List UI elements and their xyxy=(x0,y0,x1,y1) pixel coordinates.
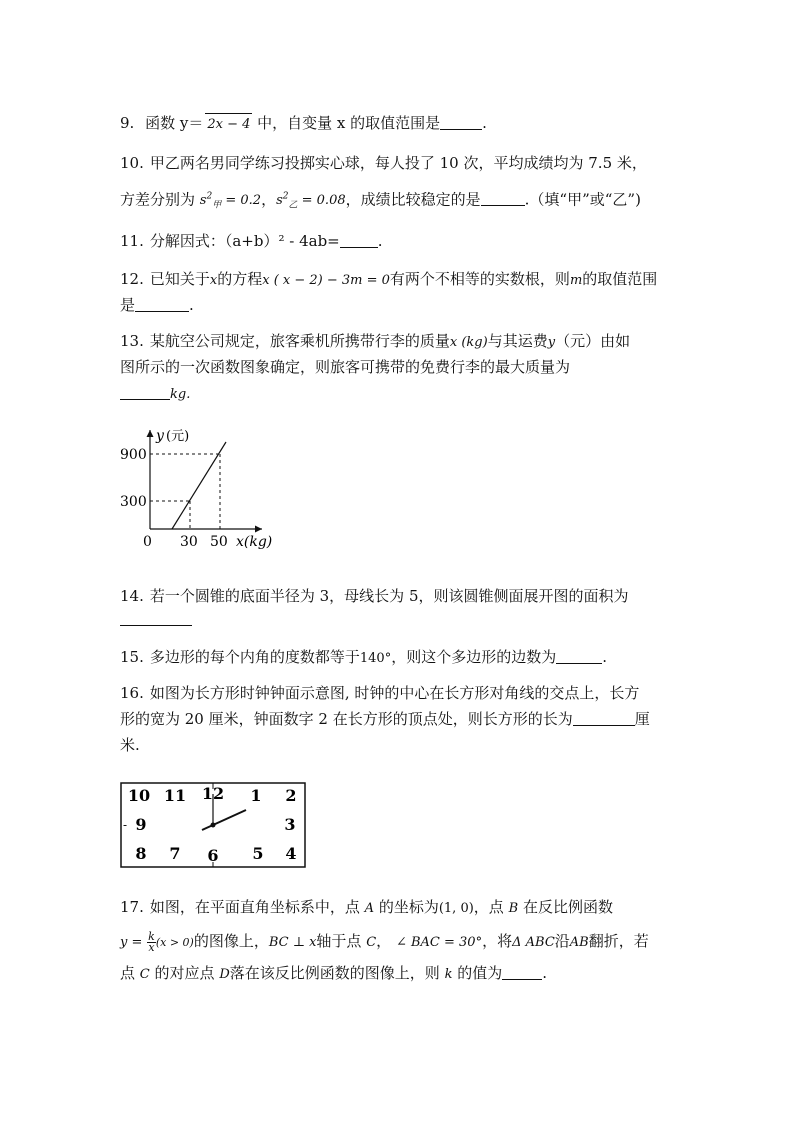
variance-yi: $s^2_乙 = 0.08$ xyxy=(276,192,346,211)
y-axis-label-var: y xyxy=(156,428,164,444)
question-10-line-1 xyxy=(120,152,647,174)
answer-blank[interactable] xyxy=(440,113,482,130)
question-16-line-1 xyxy=(120,682,639,704)
question-number: 13. xyxy=(120,332,144,350)
question-text: 点 xyxy=(120,964,136,982)
question-number: 16. xyxy=(120,684,144,702)
answer-blank[interactable] xyxy=(556,647,602,664)
function-line xyxy=(172,442,226,529)
question-text: （元）由如 xyxy=(555,332,631,350)
question-9 xyxy=(120,112,487,136)
question-text: .（填“甲”或“乙”) xyxy=(524,190,641,209)
question-text: ，成绩比较稳定的是 xyxy=(345,190,481,209)
question-text: 多边形的每个内角的度数都等于 xyxy=(149,648,360,666)
perpendicular-statement: BC ⊥ x xyxy=(268,935,317,950)
domain-condition: (x > 0) xyxy=(155,936,194,949)
question-number: 9. xyxy=(120,114,135,132)
point-d: D xyxy=(219,967,230,982)
question-text: 轴于点 xyxy=(316,932,362,950)
clock-number-1: 1 xyxy=(250,786,262,805)
question-13-line-1 xyxy=(120,330,630,354)
question-text: 的图像上， xyxy=(193,932,269,950)
point-a: A xyxy=(364,901,375,916)
function-y: y = xyxy=(120,935,143,950)
punctuation: . xyxy=(377,232,383,250)
question-14-line-1 xyxy=(120,585,629,607)
question-text: 的值为 xyxy=(457,964,503,982)
variance-jia: $s^2_甲 = 0.2$ xyxy=(199,192,262,211)
question-text: ，点 xyxy=(473,898,504,916)
clock-number-4: 4 xyxy=(285,844,297,863)
question-number: 17. xyxy=(120,898,144,916)
punctuation: ， xyxy=(376,932,392,950)
freight-graph xyxy=(112,420,282,560)
question-number: 10. xyxy=(120,154,144,172)
variable-m: m xyxy=(569,273,583,288)
question-16-line-2 xyxy=(120,708,650,730)
coordinate-a: (1, 0) xyxy=(438,901,474,916)
tick-mark-9: - xyxy=(123,818,128,832)
question-text: 有两个不相等的实数根，则 xyxy=(389,270,570,288)
question-16-line-3 xyxy=(120,734,140,756)
x-tick-30: 30 xyxy=(180,534,198,550)
clock-number-3: 3 xyxy=(284,815,296,834)
x-axis-label: x(kg) xyxy=(236,534,273,550)
answer-blank[interactable] xyxy=(120,609,192,626)
angle-value: 140° xyxy=(359,651,392,666)
question-12-line-1 xyxy=(120,268,657,292)
question-text: 在反比例函数 xyxy=(522,898,613,916)
question-text: 厘 xyxy=(634,710,650,728)
clock-number-7: 7 xyxy=(169,844,181,863)
question-text: 甲乙两名男同学练习投掷实心球，每人投了 10 次，平均成绩均为 7.5 米， xyxy=(149,154,647,172)
punctuation: ， xyxy=(261,190,277,209)
y-tick-900: 900 xyxy=(120,447,147,463)
question-text: 中，自变量 x 的取值范围是 xyxy=(257,114,441,132)
fraction-k-over-x: $\frac{k}{x}$ xyxy=(148,929,155,954)
question-number: 11. xyxy=(120,232,144,250)
variable-x: x xyxy=(209,273,218,288)
question-text: 是 xyxy=(120,296,136,314)
clock-number-11: 11 xyxy=(163,786,187,805)
answer-blank[interactable] xyxy=(573,709,635,726)
clock-number-8: 8 xyxy=(135,844,147,863)
question-text: ，则这个多边形的边数为 xyxy=(391,648,557,666)
clock-number-12: 12 xyxy=(201,784,225,803)
punctuation: . xyxy=(189,296,194,314)
unit: kg. xyxy=(170,387,191,402)
question-text: 与其运费 xyxy=(487,332,548,350)
question-text: 落在该反比例函数的图像上，则 xyxy=(229,964,440,982)
answer-blank[interactable] xyxy=(481,189,525,206)
variable-k: k xyxy=(444,967,453,982)
origin-label: 0 xyxy=(143,534,152,550)
point-c: C xyxy=(366,935,377,950)
punctuation: . xyxy=(542,964,548,982)
punctuation: . xyxy=(482,114,487,132)
clock-number-6: 6 xyxy=(207,846,219,865)
question-12-line-2 xyxy=(120,294,194,316)
clock-number-5: 5 xyxy=(252,844,264,863)
question-text: 方差分别为 xyxy=(120,190,196,209)
question-text: 图所示的一次函数图象确定，则旅客可携带的免费行李的最大质量为 xyxy=(120,358,571,376)
y-tick-300: 300 xyxy=(120,494,147,510)
x-tick-50: 50 xyxy=(210,534,228,550)
triangle-abc: Δ ABC xyxy=(512,935,555,950)
question-text: 已知关于 xyxy=(149,270,210,288)
question-text: 形的宽为 20 厘米，钟面数字 2 在长方形的顶点处，则长方形的长为 xyxy=(120,710,573,728)
angle-statement: ∠ BAC = 30° xyxy=(395,935,483,950)
question-17-line-3 xyxy=(120,962,547,986)
question-17-line-2 xyxy=(120,930,649,954)
point-b: B xyxy=(508,901,519,916)
y-axis-label-unit: (元) xyxy=(166,429,190,444)
question-text: 函数 y＝ xyxy=(145,114,204,132)
variable-x-kg: x (kg) xyxy=(449,335,488,350)
punctuation: . xyxy=(602,648,607,666)
question-text: 的坐标为 xyxy=(378,898,439,916)
question-14-line-2 xyxy=(120,608,192,630)
question-text: ，将 xyxy=(482,932,513,950)
clock-center xyxy=(211,823,216,828)
question-text: 如图为长方形时钟钟面示意图, 时钟的中心在长方形对角线的交点上，长方 xyxy=(149,684,640,702)
sqrt-expression: 2x − 4 xyxy=(205,113,252,136)
segment-ab: AB xyxy=(569,935,589,950)
variable-y: y xyxy=(547,335,556,350)
question-13-line-3 xyxy=(120,382,190,406)
question-text: 翻折，若 xyxy=(588,932,649,950)
question-text: 米. xyxy=(120,736,140,754)
question-text: 沿 xyxy=(554,932,570,950)
question-text: 的方程 xyxy=(217,270,263,288)
clock-number-2: 2 xyxy=(285,786,297,805)
question-17-line-1 xyxy=(120,896,613,920)
question-text: 的对应点 xyxy=(154,964,215,982)
answer-blank[interactable] xyxy=(135,295,189,312)
question-text: 某航空公司规定，旅客乘机所携带行李的质量 xyxy=(149,332,450,350)
question-number: 14. xyxy=(120,587,144,605)
question-text: 的取值范围 xyxy=(582,270,658,288)
answer-blank[interactable] xyxy=(340,231,378,248)
clock-number-9: 9 xyxy=(135,815,147,834)
question-10-line-2 xyxy=(120,186,641,217)
answer-blank[interactable] xyxy=(120,383,170,400)
question-text: 如图，在平面直角坐标系中，点 xyxy=(149,898,360,916)
clock-number-10: 10 xyxy=(127,786,151,805)
clock-hand-hour xyxy=(213,810,246,825)
question-text: 若一个圆锥的底面半径为 3，母线长为 5，则该圆锥侧面展开图的面积为 xyxy=(149,587,629,605)
equation: x ( x − 2) − 3m = 0 xyxy=(262,273,390,288)
question-11 xyxy=(120,230,383,252)
question-13-line-2 xyxy=(120,356,570,378)
answer-blank[interactable] xyxy=(502,963,542,980)
question-text: 分解因式：（a+b）² - 4ab= xyxy=(149,232,340,250)
question-number: 15. xyxy=(120,648,144,666)
rectangular-clock-face xyxy=(118,780,308,872)
question-15 xyxy=(120,646,607,670)
question-number: 12. xyxy=(120,270,144,288)
point-c: C xyxy=(139,967,150,982)
